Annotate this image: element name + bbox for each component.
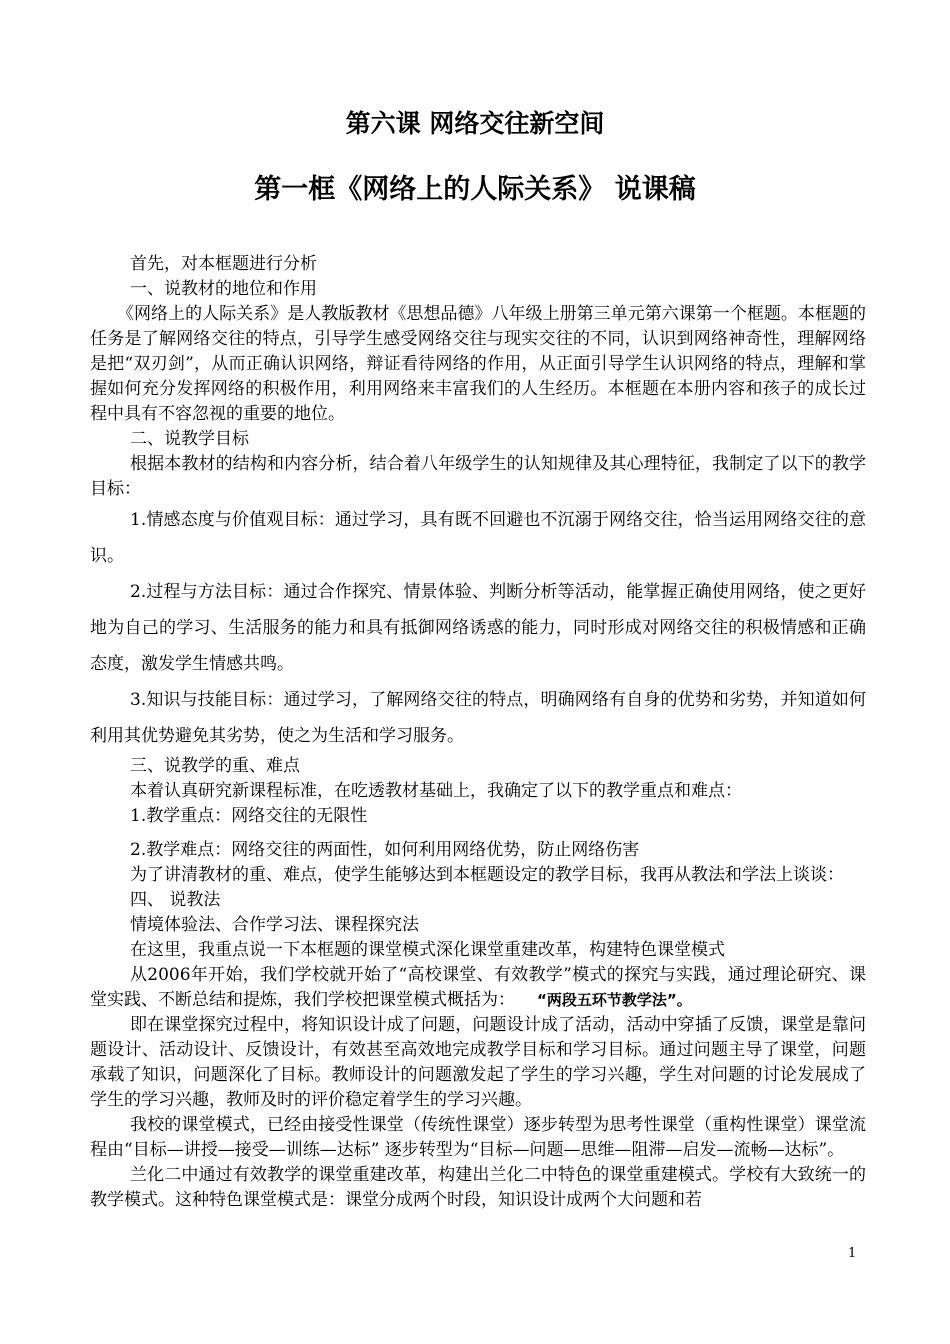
- objective-item: 3.知识与技能目标：通过学习，了解网络交往的特点，明确网络有自身的优势和劣势，并知道如何利用其优势避免其劣势，使之为生活和学习服务。: [90, 690, 866, 746]
- document-body: [90, 252, 866, 1213]
- heading: 二、说教学目标: [130, 429, 249, 449]
- paragraph: 本着认真研究新课程标准，在吃透教材基础上，我确定了以下的教学重点和难点：: [130, 781, 742, 801]
- section-title: 第一框《网络上的人际关系》 说课稿: [254, 174, 696, 205]
- paragraph: [90, 963, 866, 1013]
- paragraph: 根据本教材的结构和内容分析，结合着八年级学生的认知规律及其心理特征，我制定了以下的教学目标：: [90, 454, 866, 499]
- paragraph: 在这里，我重点说一下本框题的课堂模式深化课堂重建改革，构建特色课堂模式: [130, 940, 725, 960]
- paragraph: 我校的课堂模式，已经由接受性课堂（传统性课堂）逐步转型为思考性课堂（重构性课堂）课堂流程由“目标—讲授—接受—训练—达标” 逐步转型为“目标—问题—思维—阻滞—启发—流畅—达标”。: [90, 1115, 866, 1160]
- heading: 一、说教材的地位和作用: [130, 279, 317, 299]
- page-number: 1: [848, 1246, 857, 1261]
- key-point: 1.教学重点：网络交往的无限性: [130, 806, 368, 826]
- paragraph: 为了讲清教材的重、难点，使学生能够达到本框题设定的教学目标，我再从教法和学法上谈谈：: [130, 865, 844, 885]
- difficult-point: 2.教学难点：网络交往的两面性，如何利用网络优势，防止网络伤害: [130, 840, 640, 860]
- heading: 四、 说教法: [130, 890, 221, 910]
- paragraph: 《网络上的人际关系》是人教版教材《思想品德》八年级上册第三单元第六课第一个框题。本框题的任务是了解网络交往的特点，引导学生感受网络交往与现实交往的不同，认识到网络神奇性，理解网络是把“双刃剑”，从而正确认识网络，辩证看待网络的作用，从正面引导学生认识网络的特点，理解和掌握如何充分发挥网络的积极作用，利用网络来丰富我们的人生经历。本框题在本册内容和孩子的成长过程中具有不容忽视的重要的地位。: [90, 304, 866, 424]
- paragraph: 情境体验法、合作学习法、课程探究法: [130, 915, 419, 935]
- objective-item: 2.过程与方法目标：通过合作探究、情景体验、判断分析等活动，能掌握正确使用网络，使之更好地为自己的学习、生活服务的能力和具有抵御网络诱惑的能力，同时形成对网络交往的积极情感和正确态度，激发学生情感共鸣。: [90, 582, 866, 674]
- paragraph-text: 从2006年开始，我们学校就开始了“高校课堂、有效教学”模式的探究与实践，通过理论研究、课堂实践、不断总结和提炼，我们学校把课堂模式概括为：: [90, 965, 866, 1010]
- paragraph: 即在课堂探究过程中，将知识设计成了问题，问题设计成了活动，活动中穿插了反馈，课堂是靠问题设计、活动设计、反馈设计，有效甚至高效地完成教学目标和学习目标。通过问题主导了课堂，问题承载了知识，问题深化了目标。教师设计的问题激发起了学生的学习兴趣，学生对问题的讨论发展成了学生的学习兴趣，教师及时的评价稳定着学生的学习兴趣。: [90, 1015, 866, 1110]
- paragraph: 兰化二中通过有效教学的课堂重建改革，构建出兰化二中特色的课堂重建模式。学校有大致统一的教学模式。这种特色课堂模式是：课堂分成两个时段，知识设计成两个大问题和若: [90, 1165, 866, 1210]
- objective-item: 1.情感态度与价值观目标：通过学习，具有既不回避也不沉溺于网络交往，恰当运用网络交往的意识。: [90, 510, 866, 566]
- emphasis-text: “两段五环节教学法”。: [537, 991, 692, 1009]
- lesson-title: 第六课 网络交往新空间: [345, 109, 605, 138]
- paragraph: 首先，对本框题进行分析: [130, 254, 317, 274]
- heading: 三、说教学的重、难点: [130, 756, 300, 776]
